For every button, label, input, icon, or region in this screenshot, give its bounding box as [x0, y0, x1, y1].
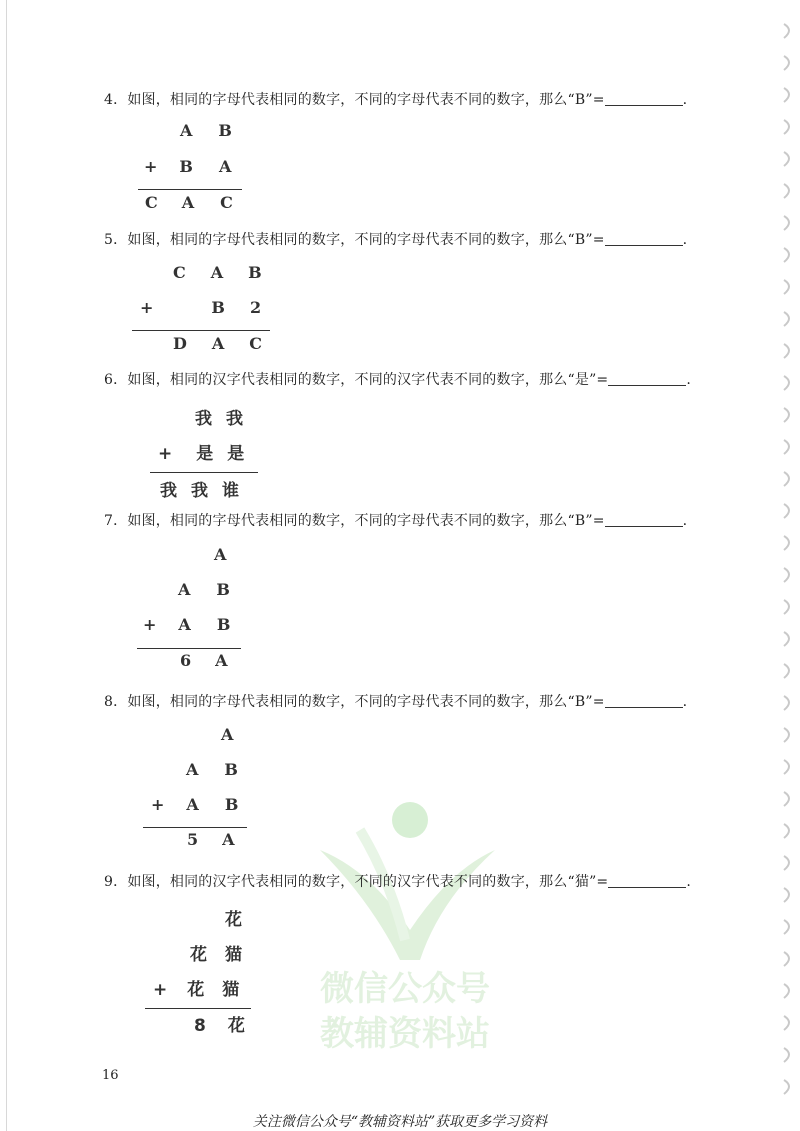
sum-line: [145, 1008, 251, 1009]
char: 我: [226, 409, 243, 429]
binding-ring: [784, 888, 789, 902]
puzzle4-result: [145, 193, 233, 212]
binding-ring: [784, 792, 789, 806]
question-end: .: [682, 232, 688, 248]
question-number: 7．: [104, 513, 128, 529]
answer-blank[interactable]: [605, 512, 683, 527]
binding-rings: [770, 0, 800, 1131]
digit: A: [178, 615, 191, 634]
answer-blank[interactable]: [605, 231, 683, 246]
page-number: 16: [102, 1068, 119, 1083]
plus-sign: +: [151, 795, 165, 814]
binding-ring: [784, 1080, 789, 1094]
char: 花: [187, 980, 205, 1000]
puzzle7-result: [180, 651, 228, 670]
digit: 2: [249, 298, 262, 317]
binding-ring: [784, 920, 789, 934]
binding-ring: [784, 952, 789, 966]
puzzle8-row1: [221, 725, 233, 744]
char: 花: [190, 945, 207, 965]
digit: C: [220, 193, 233, 212]
puzzle6-result: [160, 476, 239, 501]
puzzle7-row2: [178, 580, 230, 599]
binding-ring: [784, 728, 789, 742]
char: 我: [195, 409, 212, 429]
sum-line: [132, 330, 270, 331]
puzzle9-row2: [190, 940, 242, 965]
digit: B: [248, 263, 262, 282]
digit: B: [216, 615, 231, 634]
sum-line: [150, 472, 258, 473]
binding-ring: [784, 856, 789, 870]
digit: A: [221, 725, 234, 744]
binding-ring: [784, 56, 789, 70]
binding-ring: [784, 664, 789, 678]
puzzle9-result: [194, 1011, 245, 1036]
question-text: 如图，相同的字母代表相同的数字，不同的字母代表不同的数字，那么“B”=: [127, 92, 605, 108]
question-end: .: [682, 513, 688, 529]
question-4: [104, 89, 687, 109]
binding-ring: [784, 472, 789, 486]
answer-blank[interactable]: [605, 693, 683, 708]
binding-ring: [784, 88, 789, 102]
digit: 8: [194, 1016, 206, 1036]
question-8: [104, 691, 687, 711]
binding-ring: [784, 600, 789, 614]
binding-ring: [784, 1016, 789, 1030]
char: 是: [227, 444, 245, 464]
binding-ring: [784, 760, 789, 774]
question-7: [104, 510, 687, 530]
puzzle5-result: [173, 334, 262, 353]
puzzle7-row1: [214, 545, 226, 564]
char: 我: [191, 481, 208, 501]
puzzle7-row3: [143, 615, 230, 634]
answer-blank[interactable]: [605, 91, 683, 106]
puzzle6-row1: [195, 404, 243, 429]
digit: B: [218, 121, 232, 140]
puzzle4-row1: [180, 121, 232, 140]
binding-ring: [784, 216, 789, 230]
watermark-line2: 教辅资料站: [320, 1014, 490, 1054]
digit: C: [173, 263, 186, 282]
digit: A: [211, 334, 225, 353]
binding-ring: [784, 152, 789, 166]
digit: A: [218, 157, 232, 176]
digit: A: [180, 121, 193, 140]
plus-sign: +: [158, 444, 173, 464]
digit: B: [216, 580, 230, 599]
question-text: 如图，相同的字母代表相同的数字，不同的字母代表不同的数字，那么“B”=: [127, 232, 605, 248]
puzzle6-row2: [158, 439, 244, 464]
binding-ring: [784, 696, 789, 710]
question-text: 如图，相同的字母代表相同的数字，不同的字母代表不同的数字，那么“B”=: [127, 694, 605, 710]
watermark-logo: [300, 790, 510, 1060]
binding-ring: [784, 984, 789, 998]
digit: A: [210, 263, 224, 282]
binding-ring: [784, 408, 789, 422]
question-end: .: [682, 92, 688, 108]
puzzle9-row1: [225, 905, 242, 930]
char: 谁: [222, 481, 239, 501]
binding-ring: [784, 568, 789, 582]
binding-ring: [784, 120, 789, 134]
puzzle5-row2: [140, 298, 261, 317]
puzzle9-row3: [153, 975, 239, 1000]
binding-ring: [784, 824, 789, 838]
char: 是: [196, 444, 214, 464]
digit: B: [224, 760, 238, 779]
answer-blank[interactable]: [608, 371, 686, 386]
puzzle4-row2: [144, 157, 231, 176]
question-end: .: [682, 694, 688, 710]
binding-ring: [784, 24, 789, 38]
plus-sign: +: [140, 298, 154, 317]
digit: A: [214, 545, 227, 564]
char: 猫: [225, 945, 242, 965]
puzzle8-row3: [151, 795, 238, 814]
digit: A: [186, 760, 199, 779]
question-text: 如图，相同的汉字代表相同的数字，不同的汉字代表不同的数字，那么“猫”=: [127, 874, 609, 890]
digit: 5: [187, 830, 199, 849]
binding-ring: [784, 312, 789, 326]
digit: A: [181, 193, 195, 212]
question-9: [104, 871, 691, 891]
question-number: 4．: [104, 92, 128, 108]
puzzle8-result: [187, 830, 235, 849]
question-6: [104, 369, 691, 389]
digit: D: [173, 334, 187, 353]
sum-line: [137, 648, 241, 649]
question-end: .: [686, 372, 692, 388]
puzzle8-row2: [186, 760, 238, 779]
binding-ring: [784, 248, 789, 262]
watermark-line1: 微信公众号: [320, 969, 490, 1009]
plus-sign: +: [143, 615, 157, 634]
sum-line: [138, 189, 242, 190]
plus-sign: +: [153, 980, 168, 1000]
question-number: 9．: [104, 874, 128, 890]
binding-ring: [784, 344, 789, 358]
binding-ring: [784, 504, 789, 518]
plus-sign: +: [144, 157, 158, 176]
question-5: [104, 229, 687, 249]
char: 我: [160, 481, 177, 501]
binding-ring: [784, 280, 789, 294]
question-end: .: [686, 874, 692, 890]
digit: A: [222, 830, 235, 849]
puzzle5-row1: [173, 263, 262, 282]
char: 猫: [222, 980, 240, 1000]
footer-note: 关注微信公众号“教辅资料站”获取更多学习资料: [252, 1114, 548, 1130]
digit: B: [224, 795, 239, 814]
digit: A: [186, 795, 199, 814]
binding-ring: [784, 536, 789, 550]
binding-ring: [784, 184, 789, 198]
left-margin-line: [6, 0, 7, 1131]
char: 花: [227, 1016, 245, 1036]
digit: B: [211, 298, 225, 317]
char: 花: [225, 910, 242, 930]
digit: C: [249, 334, 263, 353]
binding-ring: [784, 1048, 789, 1062]
digit: C: [145, 193, 158, 212]
question-text: 如图，相同的字母代表相同的数字，不同的字母代表不同的数字，那么“B”=: [127, 513, 605, 529]
digit: B: [179, 157, 193, 176]
question-number: 8．: [104, 694, 128, 710]
binding-ring: [784, 376, 789, 390]
question-number: 6．: [104, 372, 128, 388]
digit: A: [215, 651, 228, 670]
answer-blank[interactable]: [608, 873, 686, 888]
digit: A: [178, 580, 191, 599]
digit: 6: [180, 651, 192, 670]
binding-ring: [784, 632, 789, 646]
question-number: 5．: [104, 232, 128, 248]
binding-ring: [784, 440, 789, 454]
question-text: 如图，相同的汉字代表相同的数字，不同的汉字代表不同的数字，那么“是”=: [127, 372, 609, 388]
sum-line: [143, 827, 247, 828]
